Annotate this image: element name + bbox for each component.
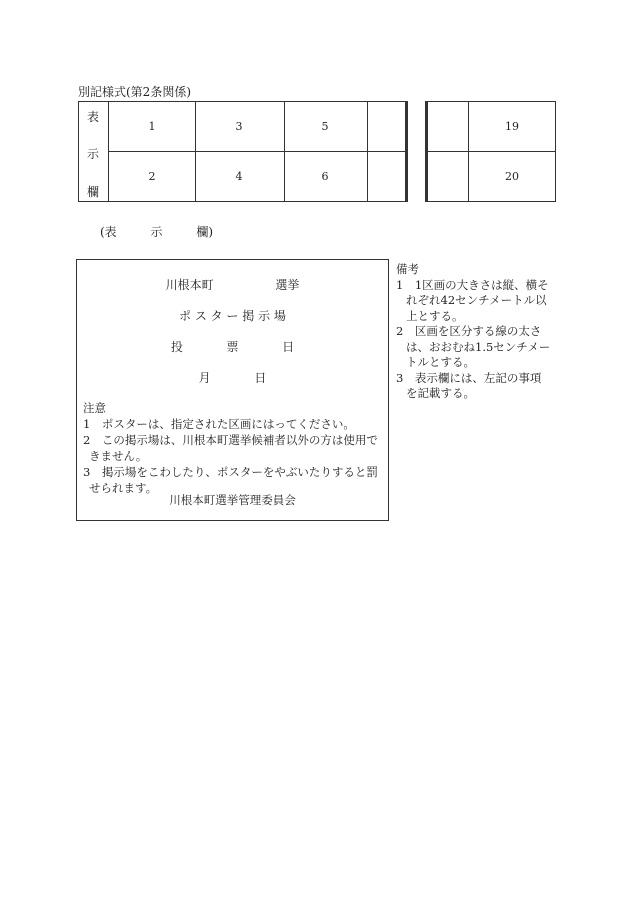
caution-item: 1 ポスターは、指定された区画にはってください。 [83,417,355,431]
caution-item-cont: せられます。 [89,481,158,495]
table-border-bottom-right [428,201,556,202]
table-col-line [468,101,469,202]
table-border-bottom-left [78,201,408,202]
election-label: 選挙 [275,278,300,292]
table-border-left [78,101,79,202]
cell-number: 20 [505,170,519,183]
table-col-line [284,101,285,202]
caution-item: 3 掲示場をこわしたり、ポスターをやぶいたりすると罰 [83,465,378,479]
remarks-item-cont: トルとする。 [406,355,475,369]
town-name: 川根本町 [165,278,214,292]
cell-number: 19 [505,120,519,133]
table-col-line [108,101,109,202]
caution-heading: 注意 [83,401,106,415]
remarks-item-cont: は、おおむね1.5センチメー [406,339,551,354]
table-border-top-left [78,101,408,102]
poster-board-notice [76,259,389,521]
table-break-bar-left [405,101,408,202]
cell-number: 1 [148,120,156,133]
caution-item-cont: きません。 [89,449,148,463]
table-break-bar-right [425,101,428,202]
election-title [77,276,388,293]
table-col-line [367,101,368,202]
voting-day-label [77,338,388,355]
remarks-heading: 備考 [396,262,419,276]
remarks-item-cont: を記載する。 [406,386,475,400]
side-label-char: 示 [86,147,99,161]
day-char: 日 [254,371,267,385]
remarks [396,262,550,402]
voting-day-char: 投 [170,340,183,354]
cell-number: 3 [235,120,243,133]
caption-part: (表 [100,225,117,239]
caution-item: 2 この掲示場は、川根本町選挙候補者以外の方は使用で [83,433,378,447]
issuer: 川根本町選挙管理委員会 [169,493,296,507]
cell-number: 5 [321,120,329,133]
month-char: 月 [198,371,211,385]
display-table [78,101,556,202]
table-row-divider-left [108,151,408,152]
caption-part: 欄) [196,225,214,239]
remarks-item-cont: 上とする。 [406,308,464,323]
form-title: 別記様式(第2条関係) [78,85,191,99]
date-label [77,369,388,386]
table-border-top-right [428,101,556,102]
remarks-item: 2 区画を区分する線の太さ [396,324,542,338]
table-row-divider-right [428,151,556,152]
voting-day-char: 票 [226,340,239,354]
cell-number: 6 [321,170,329,183]
side-label-char: 欄 [86,185,99,199]
cell-number: 2 [148,170,156,183]
remarks-item: 3 表示欄には、左記の事項 [396,370,542,385]
voting-day-char: 日 [282,340,295,354]
side-label-char: 表 [86,110,99,124]
table-col-line [195,101,196,202]
remarks-item-cont: れぞれ42センチメートル以 [406,293,547,307]
caption-part: 示 [150,225,163,239]
remarks-item: 1 1区画の大きさは縦、横そ [396,277,549,292]
table-caption [100,223,213,240]
table-border-right [555,101,556,202]
cell-number: 4 [235,170,243,183]
poster-board-title: ポ ス タ ー 掲 示 場 [179,309,286,323]
